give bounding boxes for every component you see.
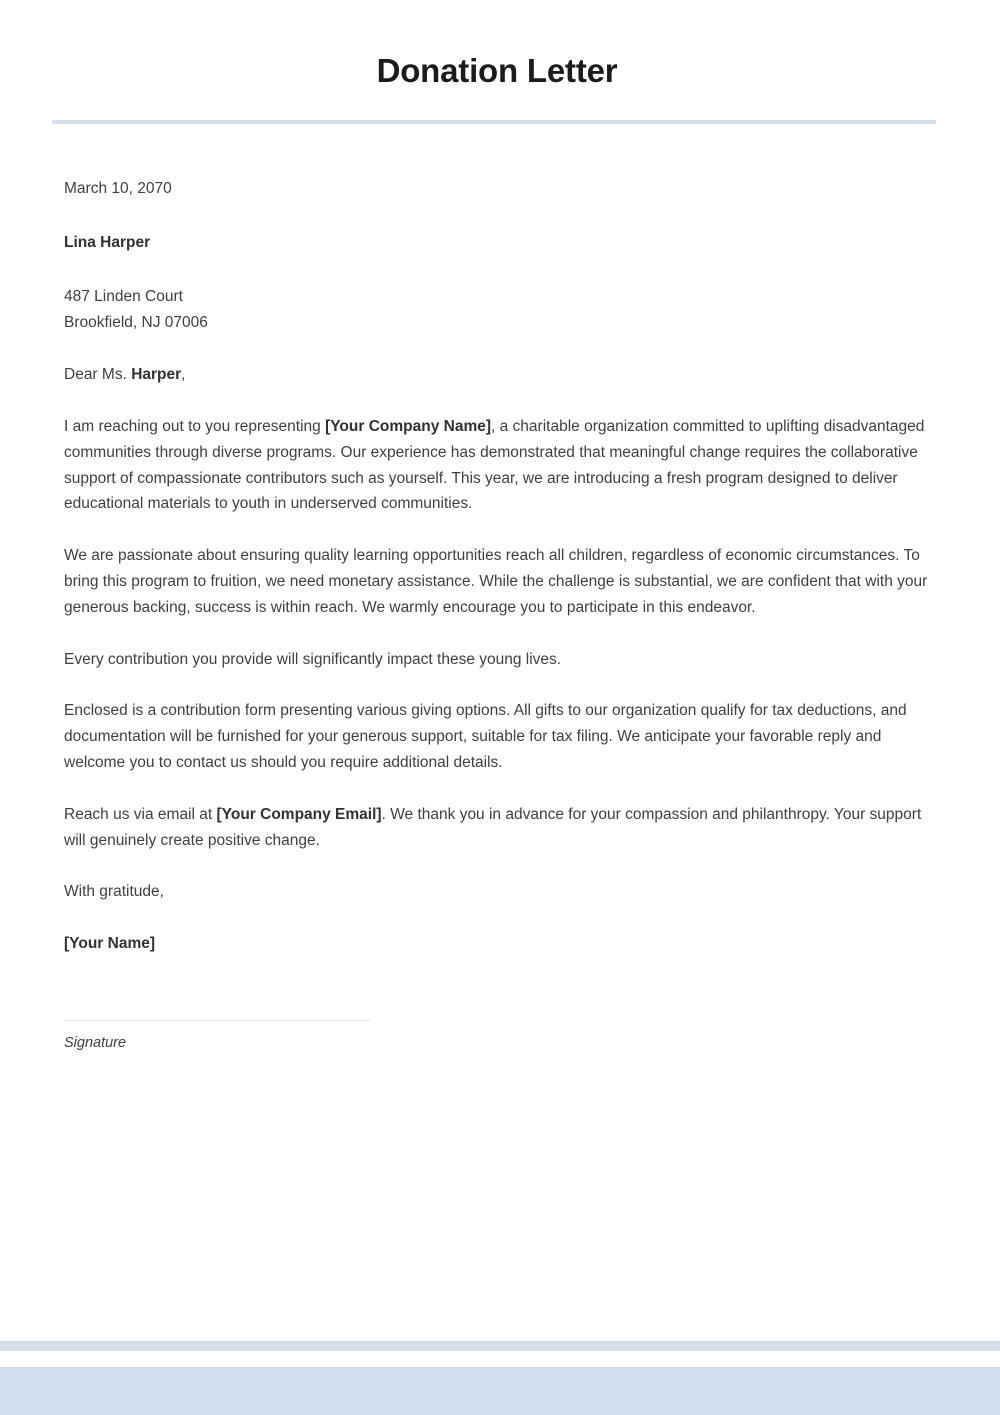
company-name-placeholder: [Your Company Name] <box>325 418 492 435</box>
recipient-address <box>64 284 936 336</box>
salutation-prefix: Dear Ms. <box>64 366 132 383</box>
body-paragraph-3: Every contribution you provide will significantly impact these young lives. <box>64 650 562 668</box>
footer-band-thick <box>0 1367 1000 1415</box>
signature-label: Signature <box>64 1035 127 1051</box>
body-paragraph-4: Enclosed is a contribution form presenting various giving options. All gifts to our organization qualify for tax deductions, and documentation will be furnished for your generous support, suitable for tax filing. We anticipate your favorable reply and welcome you to contact us should you require additional details. <box>64 702 907 771</box>
document-header <box>0 0 1000 124</box>
salutation <box>64 362 936 388</box>
signature-line <box>64 1020 370 1021</box>
title-divider <box>52 120 936 124</box>
company-email-placeholder: [Your Company Email] <box>216 805 382 823</box>
body-paragraph-5 <box>64 802 936 854</box>
signature-block <box>64 1020 370 1052</box>
paragraph-1-text-before: I am reaching out to you representing <box>64 418 326 435</box>
page-title: Donation Letter <box>376 52 618 89</box>
closing-text: With gratitude, <box>64 883 164 901</box>
letter-date: March 10, 2070 <box>64 180 172 197</box>
salutation-suffix: , <box>181 366 186 383</box>
address-line-2: Brookfield, NJ 07006 <box>64 314 208 331</box>
paragraph-5-text-before: Reach us via email at <box>64 805 217 823</box>
body-paragraph-2: We are passionate about ensuring quality learning opportunities reach all children, regardless of economic circumstances. To bring this program to fruition, we need monetary assistance. While the challenge is substantial, we are confident that with your generous backing, success is within reach. We warmly encourage you to participate in this endeavor. <box>64 547 928 616</box>
letter-body <box>64 176 936 957</box>
address-line-1: 487 Linden Court <box>64 288 183 305</box>
salutation-name: Harper <box>131 366 182 383</box>
recipient-name: Lina Harper <box>64 234 151 251</box>
footer-band-thin <box>0 1341 1000 1351</box>
paragraph-5-text-after: . We thank you in advance for your compassion and philanthropy. Your support will genuinely create positive change. <box>64 805 922 849</box>
paragraph-1-text-after: , a charitable organization committed to uplifting disadvantaged communities through diverse programs. Our experience has demonstrated that meaningful change requires the collaborative support of compassionate contributors such as yourself. This year, we are introducing a fresh program designed to deliver educational materials to youth in underserved communities. <box>64 418 925 513</box>
body-paragraph-1 <box>64 414 936 517</box>
signer-name: [Your Name] <box>64 935 156 953</box>
